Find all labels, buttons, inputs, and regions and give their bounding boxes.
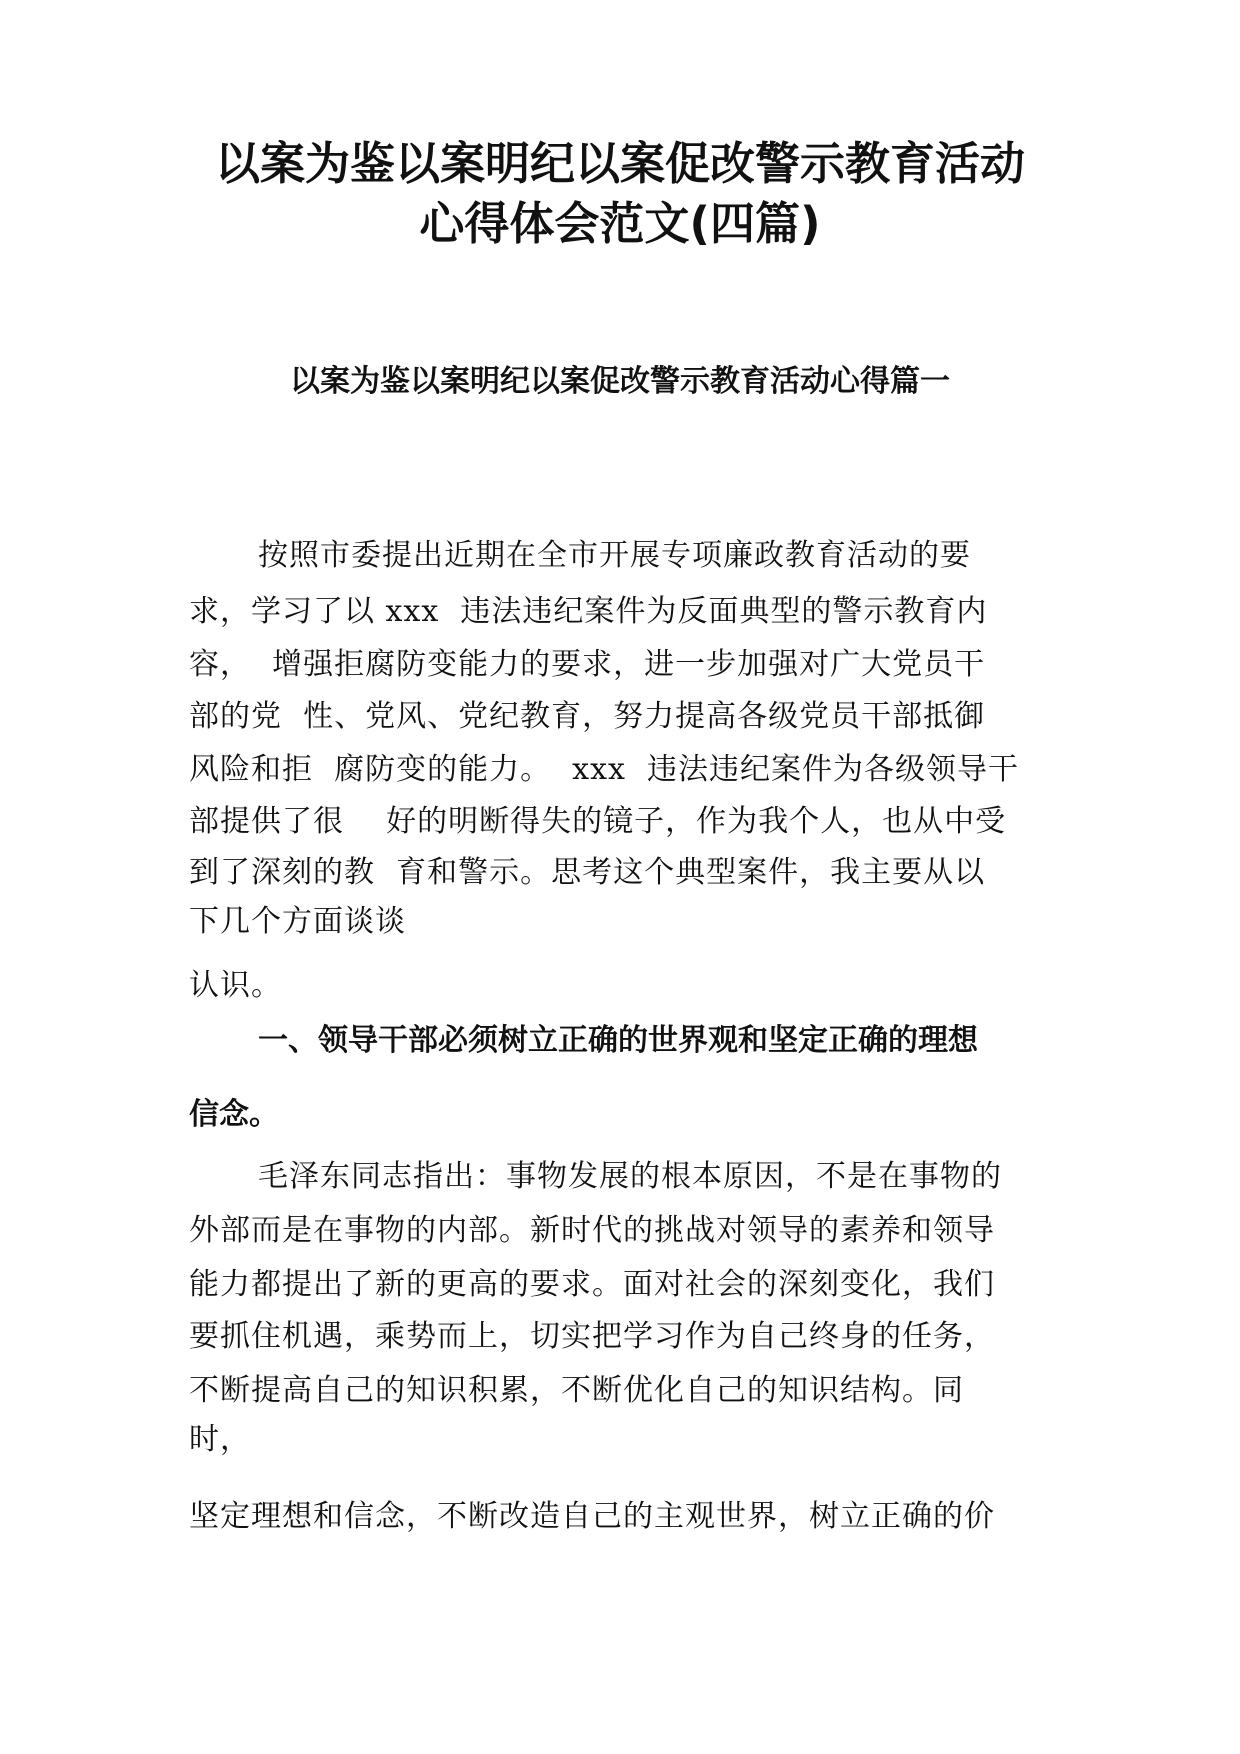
section-subtitle: 以案为鉴以案明纪以案促改警示教育活动心得篇一: [290, 364, 950, 399]
document-title-line-1: 以案为鉴以案明纪以案促改警示教育活动: [214, 137, 1025, 190]
document-title-line-2: 心得体会范文(四篇): [419, 197, 821, 250]
section-heading-line-2: 信念。: [189, 1097, 279, 1132]
paragraph-line: 外部而是在事物的内部。新时代的挑战对领导的素养和领导: [189, 1213, 995, 1248]
section-heading-line-1: 一、领导干部必须树立正确的世界观和坚定正确的理想: [258, 1023, 978, 1058]
paragraph-line: 下几个方面谈谈: [189, 904, 406, 939]
paragraph-line: 容， 增强拒腐防变能力的要求，进一步加强对广大党员干: [189, 647, 986, 682]
paragraph-line: 按照市委提出近期在全市开展专项廉政教育活动的要: [258, 538, 971, 573]
paragraph-line: 求，学习了以 xxx 违法违纪案件为反面典型的警示教育内: [189, 594, 988, 629]
paragraph-line: 部的党 性、党风、党纪教育，努力提高各级党员干部抵御: [189, 699, 986, 734]
paragraph-line: 不断提高自己的知识积累，不断优化自己的知识结构。同: [189, 1373, 964, 1408]
paragraph-line: 坚定理想和信念，不断改造自己的主观世界，树立正确的价: [189, 1499, 995, 1534]
paragraph-line: 认识。: [189, 968, 282, 1003]
paragraph-line: 毛泽东同志指出：事物发展的根本原因，不是在事物的: [258, 1159, 1002, 1194]
paragraph-line: 部提供了很 好的明断得失的镜子，作为我个人，也从中受: [189, 804, 1007, 839]
paragraph-line: 时，: [189, 1422, 251, 1457]
paragraph-line: 要抓住机遇，乘势而上，切实把学习作为自己终身的任务，: [189, 1319, 995, 1354]
paragraph-line: 能力都提出了新的更高的要求。面对社会的深刻变化，我们: [189, 1267, 995, 1302]
paragraph-line: 到了深刻的教 育和警示。思考这个典型案件，我主要从以: [189, 855, 986, 890]
paragraph-line: 风险和拒 腐防变的能力。 xxx 违法违纪案件为各级领导干: [189, 752, 1019, 787]
